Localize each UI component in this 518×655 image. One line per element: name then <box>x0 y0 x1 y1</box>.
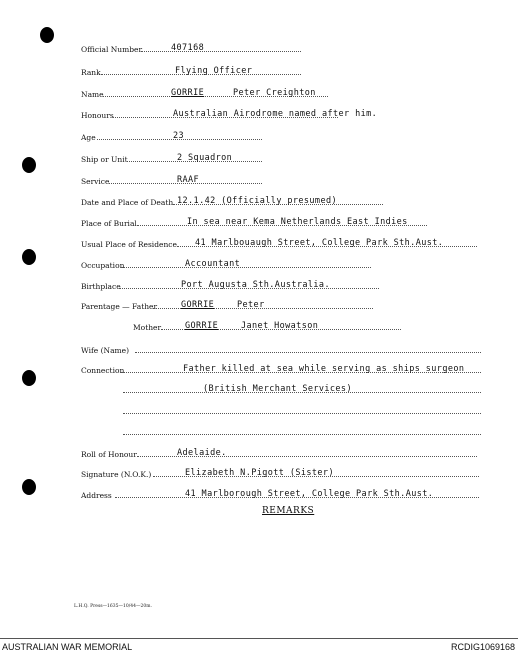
age-label: Age <box>81 133 96 142</box>
death-value: 12.1.42 (Officially presumed) <box>177 196 338 206</box>
archive-footer <box>0 638 518 655</box>
dotted-line <box>135 352 481 353</box>
occupation-value: Accountant <box>185 259 241 269</box>
signature-value: Elizabeth N.Pigott (Sister) <box>185 468 334 478</box>
rank-label: Rank <box>81 68 101 77</box>
footer-archive-name: AUSTRALIAN WAR MEMORIAL <box>2 642 133 652</box>
burial-value: In sea near Kema Netherlands East Indies <box>187 217 408 227</box>
official-number-label: Official Number <box>81 45 143 54</box>
honours-label: Honours <box>81 111 114 120</box>
service-label: Service <box>81 177 110 186</box>
footer-record-id: RCDIG1069168 <box>450 642 515 652</box>
ship-unit-label: Ship or Unit <box>81 155 128 164</box>
punch-hole <box>22 249 36 265</box>
father-surname: GORRIE <box>181 300 215 310</box>
mother-label: Mother <box>133 323 162 332</box>
birthplace-label: Birthplace <box>81 282 121 291</box>
signature-label: Signature (N.O.K.) <box>81 470 152 479</box>
honours-value: Australian Airodrome named after him. <box>173 109 378 119</box>
mother-surname: GORRIE <box>185 321 219 331</box>
mother-given: Janet Howatson <box>241 321 319 331</box>
father-given: Peter <box>237 300 265 310</box>
connection-label: Connection <box>81 366 125 375</box>
death-label: Date and Place of Death <box>81 198 174 207</box>
official-number-value: 407168 <box>171 43 205 53</box>
surname-value: GORRIE <box>171 88 205 98</box>
name-label: Name <box>81 90 104 99</box>
residence-value: 41 Marlbouaugh Street, College Park Sth.Aust. <box>195 238 444 248</box>
service-value: RAAF <box>177 175 200 185</box>
father-label: Parentage — Father <box>81 302 158 311</box>
printer-imprint: L.H.Q. Press—1635—10/44—20m. <box>74 604 152 609</box>
punch-hole <box>22 370 36 386</box>
given-names-value: Peter Creighton <box>233 88 316 98</box>
roll-label: Roll of Honour <box>81 450 137 459</box>
age-value: 23 <box>173 131 185 141</box>
dotted-line <box>123 413 481 414</box>
rank-value: Flying Officer <box>175 66 253 76</box>
dotted-line <box>121 267 371 268</box>
dotted-line <box>141 51 301 52</box>
occupation-label: Occupation <box>81 261 125 270</box>
connection-line2: (British Merchant Services) <box>203 384 352 394</box>
remarks-heading: REMARKS <box>262 506 315 516</box>
birthplace-value: Port Augusta Sth.Australia. <box>181 280 330 290</box>
dotted-line <box>123 434 481 435</box>
wife-label: Wife (Name) <box>81 346 130 355</box>
ship-unit-value: 2 Squadron <box>177 153 233 163</box>
punch-hole <box>22 157 36 173</box>
punch-hole <box>40 27 54 43</box>
address-label: Address <box>81 491 112 500</box>
punch-hole <box>22 479 36 495</box>
roll-value: Adelaide. <box>177 448 227 458</box>
burial-label: Place of Burial <box>81 219 137 228</box>
connection-line1: Father killed at sea while serving as ships surgeon <box>183 364 465 374</box>
residence-label: Usual Place of Residence <box>81 240 177 249</box>
address-value: 41 Marlborough Street, College Park Sth.Aust. <box>185 489 434 499</box>
